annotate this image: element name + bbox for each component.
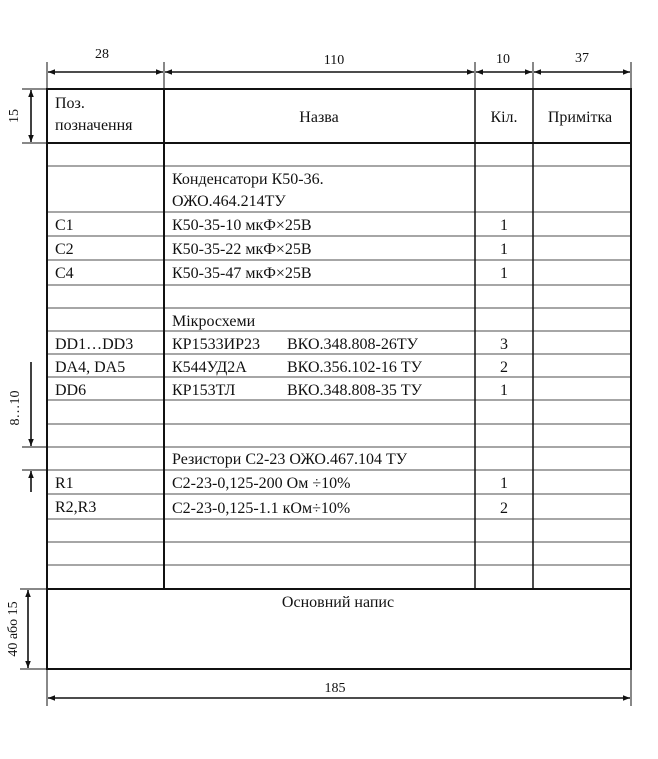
- row-name: К50-35-22 мкФ×25В: [172, 241, 312, 258]
- row-qty: 2: [500, 359, 508, 376]
- table-row: [55, 359, 508, 376]
- table-row: [55, 241, 508, 258]
- row-qty: 1: [500, 217, 508, 234]
- row-name-continued: ОЖО.464.214ТУ: [172, 193, 286, 210]
- table-row: [55, 475, 508, 492]
- row-pos: C1: [55, 217, 74, 234]
- header-note: Примітка: [547, 109, 613, 126]
- table-row: [172, 451, 408, 468]
- row-pos: R1: [55, 475, 74, 492]
- table-body: [55, 171, 508, 517]
- row-pos: C4: [55, 265, 74, 282]
- row-name: С2-23-0,125-1.1 кОм÷10%: [172, 500, 351, 517]
- row-spec: ВКО.348.808-35 ТУ: [287, 382, 422, 399]
- header-pos-line1: Поз.: [55, 95, 85, 112]
- row-spec: ВКО.356.102-16 ТУ: [287, 359, 422, 376]
- row-qty: 1: [500, 265, 508, 282]
- dim-row-spacing: 8…10: [8, 390, 23, 426]
- row-pos: DD6: [55, 382, 87, 399]
- table-grid: [47, 89, 631, 669]
- row-pos: DD1…DD3: [55, 336, 134, 353]
- row-pos: C2: [55, 241, 74, 258]
- row-qty: 1: [500, 382, 508, 399]
- header-name: Назва: [299, 109, 339, 126]
- dim-header-height: 15: [7, 109, 22, 123]
- dim-col-note: 37: [575, 51, 589, 66]
- row-name: Резистори С2-23 ОЖО.467.104 ТУ: [172, 451, 408, 468]
- title-block-label: Основний напис: [281, 594, 395, 611]
- row-name: КР153ТЛ: [172, 382, 236, 399]
- row-qty: 1: [500, 241, 508, 258]
- row-name: К50-35-47 мкФ×25В: [172, 265, 312, 282]
- row-qty: 2: [500, 500, 508, 517]
- dim-col-qty: 10: [496, 52, 510, 67]
- header-qty: Кіл.: [490, 109, 518, 126]
- dim-col-name: 110: [323, 53, 345, 68]
- table-row: [55, 382, 508, 399]
- dim-col-pos: 28: [95, 47, 109, 62]
- row-qty: 1: [500, 475, 508, 492]
- row-name: С2-23-0,125-200 Ом ÷10%: [172, 475, 351, 492]
- table-row: [55, 265, 508, 282]
- row-spec: ВКО.348.808-26ТУ: [287, 336, 418, 353]
- row-qty: 3: [500, 336, 508, 353]
- table-row: [55, 336, 508, 353]
- table-row: [172, 171, 324, 210]
- dim-total-width: 185: [324, 681, 346, 696]
- row-name: К544УД2А: [172, 359, 247, 376]
- table-row: [172, 313, 256, 330]
- header-pos-line2: позначення: [55, 117, 133, 134]
- row-name: Конденсатори К50-36.: [172, 171, 324, 188]
- row-pos: R2,R3: [55, 499, 97, 516]
- table-row: [55, 499, 508, 517]
- dim-footer-height: 40 або 15: [6, 601, 21, 657]
- row-name: К50-35-10 мкФ×25В: [172, 217, 312, 234]
- row-name: КР1533ИР23: [172, 336, 261, 353]
- row-pos: DA4, DA5: [55, 359, 126, 376]
- table-row: [55, 217, 508, 234]
- table-header: [55, 95, 612, 134]
- row-name: Мікросхеми: [172, 313, 256, 330]
- left-dimensions: [20, 89, 47, 669]
